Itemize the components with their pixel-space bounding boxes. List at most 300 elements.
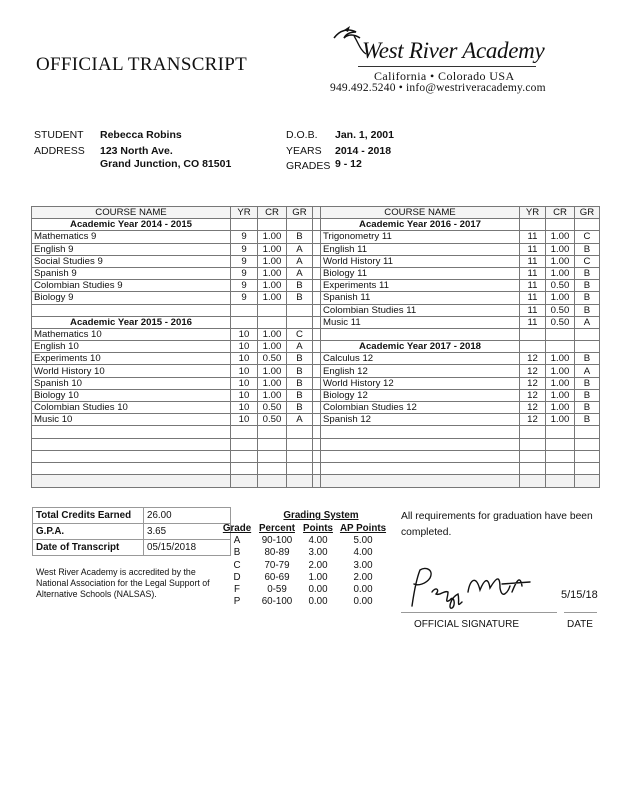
left-cr-cell: 1.00 <box>258 243 287 255</box>
left-cr-cell <box>258 438 287 450</box>
left-yr-cell: 10 <box>231 377 258 389</box>
right-cr-cell <box>546 426 575 438</box>
grading-cell: 60-69 <box>264 571 290 583</box>
right-course-name <box>321 426 520 438</box>
date-label: DATE <box>567 619 593 630</box>
right-cr-cell: 0.50 <box>546 316 575 328</box>
column-gap <box>313 243 321 255</box>
table-row <box>32 365 600 377</box>
address-line2: Grand Junction, CO 81501 <box>100 158 232 170</box>
right-course-name: Experiments 11 <box>321 280 520 292</box>
right-gr-cell <box>575 426 600 438</box>
grading-cell: C <box>233 559 241 571</box>
left-gr-cell <box>287 450 313 462</box>
left-course-name: Experiments 10 <box>32 353 231 365</box>
right-course-name-header: COURSE NAME <box>321 207 520 219</box>
right-gr-cell <box>575 438 600 450</box>
left-gr-cell: A <box>287 243 313 255</box>
school-contact: 949.492.5240 • info@westriveracademy.com <box>330 82 546 94</box>
table-row <box>32 231 600 243</box>
gpa-label: G.P.A. <box>33 524 144 540</box>
table-row <box>32 328 600 340</box>
left-gr-cell: C <box>287 328 313 340</box>
grading-system <box>220 510 390 608</box>
column-gap <box>313 292 321 304</box>
right-cr-cell <box>546 462 575 474</box>
right-gr-header: GR <box>575 207 600 219</box>
credits-value: 26.00 <box>144 508 231 524</box>
student-label: STUDENT <box>34 129 84 141</box>
left-course-name <box>32 426 231 438</box>
left-course-name: Mathematics 9 <box>32 231 231 243</box>
right-year-heading: Academic Year 2016 - 2017 <box>321 219 520 231</box>
right-course-name: Colombian Studies 11 <box>321 304 520 316</box>
grading-cell: 4.00 <box>308 535 328 547</box>
right-gr-cell: B <box>575 304 600 316</box>
column-gap <box>313 402 321 414</box>
left-cr-cell: 0.50 <box>258 353 287 365</box>
right-yr-cell <box>520 219 546 231</box>
grading-cell: 0.00 <box>308 584 328 596</box>
right-yr-cell <box>520 438 546 450</box>
left-gr-cell <box>287 426 313 438</box>
left-yr-cell: 9 <box>231 280 258 292</box>
table-row <box>32 341 600 353</box>
right-yr-cell: 12 <box>520 414 546 426</box>
left-gr-cell: A <box>287 414 313 426</box>
table-row <box>32 280 600 292</box>
right-cr-cell: 1.00 <box>546 389 575 401</box>
left-gr-cell: B <box>287 292 313 304</box>
left-course-name: Social Studies 9 <box>32 255 231 267</box>
left-gr-cell: B <box>287 365 313 377</box>
years-value: 2014 - 2018 <box>335 145 392 157</box>
student-name: Rebecca Robins <box>100 129 182 141</box>
table-row <box>32 462 600 474</box>
signature-line <box>401 612 557 613</box>
right-gr-cell: B <box>575 243 600 255</box>
left-cr-cell <box>258 462 287 474</box>
table-row <box>32 426 600 438</box>
grading-title: Grading System <box>283 510 359 521</box>
left-cr-cell: 1.00 <box>258 365 287 377</box>
left-cr-cell: 0.50 <box>258 402 287 414</box>
column-gap <box>313 267 321 279</box>
column-gap <box>313 426 321 438</box>
right-cr-cell <box>546 475 575 488</box>
left-course-name <box>32 475 231 488</box>
left-yr-cell <box>231 475 258 488</box>
right-yr-cell: 11 <box>520 267 546 279</box>
column-gap <box>313 341 321 353</box>
right-course-name: English 11 <box>321 243 520 255</box>
right-cr-cell: 1.00 <box>546 292 575 304</box>
date-line <box>564 612 597 613</box>
right-cr-cell: 1.00 <box>546 267 575 279</box>
left-course-name-header: COURSE NAME <box>32 207 231 219</box>
left-gr-cell: B <box>287 231 313 243</box>
table-row <box>32 316 600 328</box>
right-gr-cell: B <box>575 402 600 414</box>
gpa-value: 3.65 <box>144 524 231 540</box>
grading-cell: 70-79 <box>264 559 290 571</box>
left-gr-cell <box>287 219 313 231</box>
right-course-name <box>321 450 520 462</box>
left-course-name: Biology 10 <box>32 389 231 401</box>
grading-cell: 60-100 <box>261 596 293 608</box>
left-course-name: Colombian Studies 9 <box>32 280 231 292</box>
left-gr-cell: B <box>287 353 313 365</box>
right-cr-cell <box>546 438 575 450</box>
right-yr-cell: 11 <box>520 255 546 267</box>
right-gr-cell: B <box>575 292 600 304</box>
right-yr-cell <box>520 475 546 488</box>
right-yr-cell <box>520 341 546 353</box>
grading-cell: 80-89 <box>264 547 290 559</box>
right-yr-cell: 11 <box>520 280 546 292</box>
right-cr-cell <box>546 450 575 462</box>
column-gap <box>313 328 321 340</box>
left-gr-cell: A <box>287 255 313 267</box>
left-yr-cell: 9 <box>231 231 258 243</box>
grading-cell: 1.00 <box>308 571 328 583</box>
right-cr-header: CR <box>546 207 575 219</box>
right-course-name: Biology 11 <box>321 267 520 279</box>
right-yr-cell <box>520 462 546 474</box>
right-yr-cell: 12 <box>520 353 546 365</box>
table-row <box>32 267 600 279</box>
left-course-name: Spanish 9 <box>32 267 231 279</box>
left-course-name: Mathematics 10 <box>32 328 231 340</box>
school-locations: California • Colorado USA <box>374 69 515 83</box>
grades-label: GRADES <box>286 160 331 172</box>
years-label: YEARS <box>286 145 322 157</box>
left-yr-cell: 10 <box>231 389 258 401</box>
transcript-date-value: 05/15/2018 <box>144 540 231 556</box>
table-header-row <box>32 207 600 219</box>
column-gap <box>313 365 321 377</box>
grading-header-cell: AP Points <box>339 523 387 535</box>
school-name: West River Academy <box>362 38 545 63</box>
grading-cell: 5.00 <box>353 535 373 547</box>
right-cr-cell: 1.00 <box>546 414 575 426</box>
table-row <box>32 402 600 414</box>
left-yr-cell: 10 <box>231 353 258 365</box>
grading-row <box>220 572 390 584</box>
right-course-name <box>321 475 520 488</box>
column-gap <box>313 231 321 243</box>
table-row <box>32 292 600 304</box>
left-yr-cell <box>231 438 258 450</box>
grading-cell: A <box>233 535 241 547</box>
table-row <box>32 255 600 267</box>
right-cr-cell: 0.50 <box>546 280 575 292</box>
left-course-name: Spanish 10 <box>32 377 231 389</box>
right-gr-cell <box>575 450 600 462</box>
grading-cell: P <box>233 596 241 608</box>
right-course-name: Spanish 11 <box>321 292 520 304</box>
summary-table <box>32 507 231 556</box>
address-label: ADDRESS <box>34 145 85 157</box>
left-gr-header: GR <box>287 207 313 219</box>
right-cr-cell: 1.00 <box>546 377 575 389</box>
official-signature-icon <box>404 562 536 612</box>
column-gap <box>313 414 321 426</box>
left-yr-cell <box>231 219 258 231</box>
left-cr-cell: 1.00 <box>258 328 287 340</box>
left-gr-cell: B <box>287 389 313 401</box>
right-year-heading: Academic Year 2017 - 2018 <box>321 341 520 353</box>
left-year-heading: Academic Year 2015 - 2016 <box>32 316 231 328</box>
left-course-name: English 10 <box>32 341 231 353</box>
table-row <box>32 353 600 365</box>
left-yr-cell <box>231 426 258 438</box>
grading-cell: 0.00 <box>353 584 373 596</box>
graduation-statement: All requirements for graduation have been completed. <box>401 511 593 538</box>
grading-row <box>220 560 390 572</box>
left-cr-cell: 1.00 <box>258 377 287 389</box>
left-gr-cell <box>287 316 313 328</box>
grading-cell: B <box>233 547 241 559</box>
right-yr-header: YR <box>520 207 546 219</box>
right-yr-cell: 12 <box>520 402 546 414</box>
left-cr-cell <box>258 426 287 438</box>
left-gr-cell: A <box>287 341 313 353</box>
grading-header-cell: Grade <box>222 523 252 535</box>
grading-cell: 2.00 <box>353 571 373 583</box>
left-year-heading: Academic Year 2014 - 2015 <box>32 219 231 231</box>
right-yr-cell: 12 <box>520 389 546 401</box>
grading-row <box>220 547 390 559</box>
right-cr-cell: 0.50 <box>546 304 575 316</box>
transcript-table <box>31 206 600 488</box>
right-gr-cell <box>575 219 600 231</box>
right-gr-cell: B <box>575 280 600 292</box>
right-course-name: Calculus 12 <box>321 353 520 365</box>
right-cr-cell: 1.00 <box>546 255 575 267</box>
left-yr-cell: 9 <box>231 267 258 279</box>
right-yr-cell: 11 <box>520 231 546 243</box>
right-course-name: World History 11 <box>321 255 520 267</box>
right-course-name <box>321 462 520 474</box>
right-cr-cell <box>546 341 575 353</box>
grading-header-row <box>220 523 390 535</box>
left-course-name: Biology 9 <box>32 292 231 304</box>
table-row <box>32 243 600 255</box>
left-yr-cell: 10 <box>231 414 258 426</box>
left-yr-cell: 9 <box>231 255 258 267</box>
right-cr-cell: 1.00 <box>546 243 575 255</box>
table-row <box>32 475 600 488</box>
right-gr-cell: B <box>575 377 600 389</box>
left-cr-cell <box>258 219 287 231</box>
left-cr-cell: 1.00 <box>258 389 287 401</box>
left-cr-cell <box>258 304 287 316</box>
accreditation-note: West River Academy is accredited by the National Association for the Legal Support of Alternative Schools (NALSAS). <box>36 567 210 599</box>
left-cr-header: CR <box>258 207 287 219</box>
left-cr-cell: 1.00 <box>258 280 287 292</box>
grading-cell: 0.00 <box>308 596 328 608</box>
dob-label: D.O.B. <box>286 129 318 141</box>
table-row <box>32 304 600 316</box>
right-gr-cell: C <box>575 255 600 267</box>
left-cr-cell: 1.00 <box>258 267 287 279</box>
left-yr-cell: 10 <box>231 341 258 353</box>
left-course-name <box>32 304 231 316</box>
left-course-name <box>32 462 231 474</box>
right-cr-cell: 1.00 <box>546 231 575 243</box>
right-course-name: World History 12 <box>321 377 520 389</box>
table-row <box>32 389 600 401</box>
right-yr-cell <box>520 426 546 438</box>
right-yr-cell: 11 <box>520 292 546 304</box>
right-course-name <box>321 328 520 340</box>
grading-row <box>220 584 390 596</box>
signature-date: 5/15/18 <box>561 589 598 601</box>
left-gr-cell <box>287 304 313 316</box>
left-gr-cell <box>287 462 313 474</box>
grading-cell: 3.00 <box>308 547 328 559</box>
left-yr-cell <box>231 304 258 316</box>
left-yr-cell: 9 <box>231 243 258 255</box>
left-yr-cell: 10 <box>231 328 258 340</box>
left-cr-cell: 1.00 <box>258 341 287 353</box>
left-cr-cell: 1.00 <box>258 292 287 304</box>
left-yr-cell: 9 <box>231 292 258 304</box>
right-cr-cell <box>546 328 575 340</box>
right-cr-cell: 1.00 <box>546 353 575 365</box>
logo-underline <box>358 66 536 67</box>
left-cr-cell <box>258 316 287 328</box>
column-gap <box>313 377 321 389</box>
column-gap <box>313 207 321 219</box>
grading-cell: 90-100 <box>261 535 293 547</box>
grading-cell: 3.00 <box>353 559 373 571</box>
right-yr-cell <box>520 328 546 340</box>
grading-header-cell: Percent <box>259 523 295 535</box>
right-gr-cell: A <box>575 316 600 328</box>
right-gr-cell: C <box>575 231 600 243</box>
right-yr-cell: 11 <box>520 304 546 316</box>
table-row <box>32 219 600 231</box>
left-yr-cell: 10 <box>231 365 258 377</box>
left-yr-cell <box>231 450 258 462</box>
left-yr-header: YR <box>231 207 258 219</box>
left-cr-cell: 1.00 <box>258 231 287 243</box>
grading-row <box>220 596 390 608</box>
signature-label: OFFICIAL SIGNATURE <box>414 619 520 630</box>
right-gr-cell <box>575 341 600 353</box>
left-gr-cell: B <box>287 280 313 292</box>
table-row <box>32 450 600 462</box>
column-gap <box>313 219 321 231</box>
grading-cell: 0-59 <box>267 584 287 596</box>
grading-row <box>220 535 390 547</box>
right-cr-cell <box>546 219 575 231</box>
right-cr-cell: 1.00 <box>546 402 575 414</box>
right-yr-cell: 12 <box>520 365 546 377</box>
right-yr-cell <box>520 450 546 462</box>
column-gap <box>313 475 321 488</box>
left-yr-cell: 10 <box>231 402 258 414</box>
left-course-name <box>32 450 231 462</box>
left-yr-cell <box>231 316 258 328</box>
grading-cell: D <box>233 571 241 583</box>
right-gr-cell: B <box>575 389 600 401</box>
left-gr-cell: B <box>287 402 313 414</box>
right-course-name: Biology 12 <box>321 389 520 401</box>
left-gr-cell: B <box>287 377 313 389</box>
column-gap <box>313 438 321 450</box>
left-gr-cell: A <box>287 267 313 279</box>
right-course-name <box>321 438 520 450</box>
left-cr-cell <box>258 450 287 462</box>
left-gr-cell <box>287 438 313 450</box>
right-gr-cell <box>575 462 600 474</box>
left-cr-cell <box>258 475 287 488</box>
right-gr-cell: B <box>575 267 600 279</box>
right-gr-cell <box>575 475 600 488</box>
left-yr-cell <box>231 462 258 474</box>
transcript-date-label: Date of Transcript <box>33 540 144 556</box>
grading-cell: F <box>234 584 240 596</box>
grading-cell: 0.00 <box>353 596 373 608</box>
table-row <box>32 377 600 389</box>
right-cr-cell: 1.00 <box>546 365 575 377</box>
column-gap <box>313 353 321 365</box>
right-gr-cell: B <box>575 353 600 365</box>
left-course-name <box>32 438 231 450</box>
right-course-name: Music 11 <box>321 316 520 328</box>
address-line1: 123 North Ave. <box>100 145 173 157</box>
grading-table <box>220 523 390 608</box>
grading-cell: 2.00 <box>308 559 328 571</box>
grading-header-cell: Points <box>303 523 333 535</box>
left-course-name: English 9 <box>32 243 231 255</box>
right-course-name: Trigonometry 11 <box>321 231 520 243</box>
right-yr-cell: 12 <box>520 377 546 389</box>
left-course-name: Music 10 <box>32 414 231 426</box>
column-gap <box>313 280 321 292</box>
credits-label: Total Credits Earned <box>33 508 144 524</box>
right-gr-cell: A <box>575 365 600 377</box>
left-cr-cell: 0.50 <box>258 414 287 426</box>
table-row <box>32 438 600 450</box>
left-course-name: World History 10 <box>32 365 231 377</box>
left-cr-cell: 1.00 <box>258 255 287 267</box>
column-gap <box>313 316 321 328</box>
grades-value: 9 - 12 <box>335 158 362 170</box>
column-gap <box>313 389 321 401</box>
table-row <box>32 414 600 426</box>
left-gr-cell <box>287 475 313 488</box>
right-course-name: Colombian Studies 12 <box>321 402 520 414</box>
right-yr-cell: 11 <box>520 316 546 328</box>
right-yr-cell: 11 <box>520 243 546 255</box>
right-course-name: Spanish 12 <box>321 414 520 426</box>
column-gap <box>313 304 321 316</box>
right-gr-cell <box>575 328 600 340</box>
dob-value: Jan. 1, 2001 <box>335 129 394 141</box>
right-course-name: English 12 <box>321 365 520 377</box>
column-gap <box>313 255 321 267</box>
grading-cell: 4.00 <box>353 547 373 559</box>
page-title: OFFICIAL TRANSCRIPT <box>36 54 248 75</box>
column-gap <box>313 450 321 462</box>
column-gap <box>313 462 321 474</box>
right-gr-cell: B <box>575 414 600 426</box>
left-course-name: Colombian Studies 10 <box>32 402 231 414</box>
